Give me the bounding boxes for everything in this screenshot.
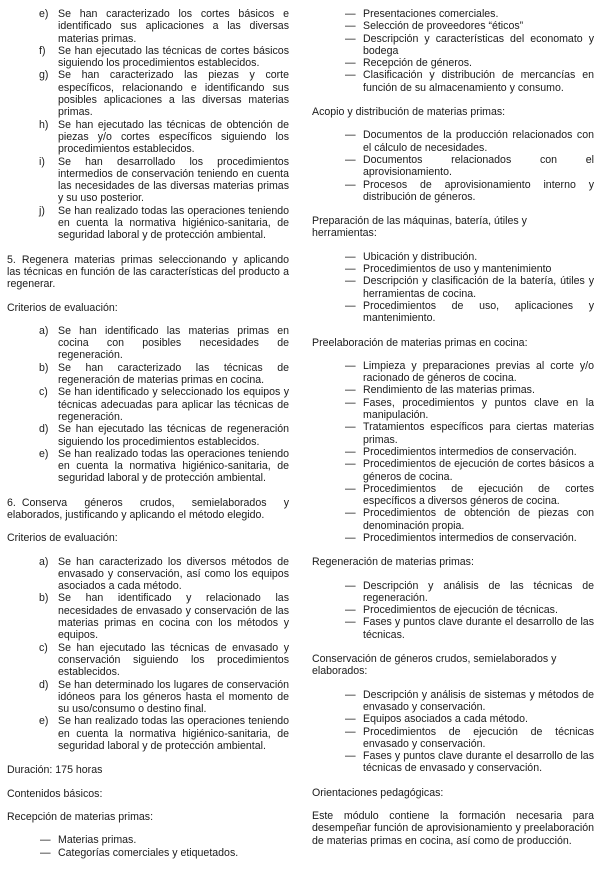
list-item — [312, 689, 594, 714]
list-item — [312, 421, 594, 446]
dash-bullet: — — [345, 8, 356, 20]
list-item — [312, 263, 594, 275]
dash-bullet: — — [345, 299, 356, 312]
criterion-label: e) — [39, 715, 49, 728]
criterion-label: e) — [39, 8, 49, 20]
list-item-text: Clasificación y distribución de mercancías en función de su almacenamiento y consumo. — [363, 69, 594, 94]
list-item-text: Ubicación y distribución. — [363, 250, 478, 263]
criterion-label: e) — [39, 447, 49, 460]
conservacion-heading: Conservación de géneros crudos, semielaborados y elaborados: — [312, 653, 557, 678]
outcome-text: Regenera materias primas seleccionando y aplicando las técnicas en función de las características del producto a regenerar. — [7, 253, 289, 291]
dash-bullet: — — [345, 69, 356, 82]
criterion-label: g) — [39, 69, 49, 82]
list-item — [312, 750, 594, 775]
preparacion-heading: Preparación de las máquinas, batería, útiles y herramientas: — [312, 215, 527, 240]
list-item — [7, 834, 289, 846]
criterion-label: f) — [39, 44, 46, 57]
list-item-text: Fases, procedimientos y puntos clave en la manipulación. — [363, 396, 594, 422]
criterion-label: c) — [39, 641, 48, 654]
list-item — [312, 275, 594, 300]
acopio-list — [312, 129, 594, 203]
list-item-text: Rendimiento de las materias primas. — [363, 384, 535, 397]
list-item — [312, 57, 594, 69]
list-item-text: Descripción y análisis de sistemas y métodos de envasado y conservación. — [363, 688, 594, 713]
criterion-item — [7, 592, 289, 641]
criterion-label: b) — [39, 592, 49, 605]
duration: Duración: 175 horas — [7, 764, 103, 777]
dash-bullet: — — [345, 688, 356, 701]
preelaboracion-heading: Preelaboración de materias primas en cocina: — [312, 336, 528, 349]
list-item — [312, 300, 594, 325]
list-item-text: Procedimientos de ejecución de cortes básicos a géneros de cocina. — [363, 458, 594, 483]
criterion-text: Se han realizado todas las operaciones teniendo en cuenta la normativa higiénico-sanitaria, de seguridad laboral y de protección ambiental. — [58, 447, 289, 485]
criterion-label: c) — [39, 386, 48, 399]
criterion-item — [7, 448, 289, 485]
criterion-item — [7, 556, 289, 593]
criterion-text: Se han identificado las materias primas en cocina con posibles necesidades de regeneración. — [58, 324, 289, 362]
dash-bullet: — — [345, 604, 356, 617]
list-item-text: Descripción y características del economato y bodega — [363, 32, 594, 57]
list-item — [312, 384, 594, 396]
contents-heading: Contenidos básicos: — [7, 787, 103, 800]
dash-bullet: — — [345, 396, 356, 409]
preelaboracion-list — [312, 360, 594, 544]
dash-bullet: — — [345, 153, 356, 166]
criterion-text: Se han determinado los lugares de conservación idóneos para los géneros hasta el momento de su uso/consumo o destino final. — [58, 678, 289, 716]
criterion-item — [7, 423, 289, 448]
criteria-list-continued — [7, 8, 289, 242]
criterion-text: Se han caracterizado los cortes básicos e identificado sus aplicaciones a las diversas materias primas. — [58, 8, 289, 45]
list-item — [312, 154, 594, 179]
list-item — [312, 69, 594, 94]
list-item — [312, 458, 594, 483]
list-item-text: Procedimientos de ejecución de técnicas. — [363, 604, 558, 617]
criterion-text: Se han ejecutado las técnicas de cortes básicos siguiendo los procedimientos establecidos. — [58, 44, 289, 70]
criterion-label: i) — [39, 155, 45, 168]
list-item — [312, 129, 594, 154]
criterion-text: Se han desarrollado los procedimientos intermedios de conservación teniendo en cuenta las necesidades de las diversas materias primas y su uso posterior. — [58, 155, 289, 205]
list-item — [312, 20, 594, 32]
list-item-text: Materias primas. — [58, 834, 137, 847]
list-item-text: Recepción de géneros. — [363, 57, 472, 70]
right-column — [312, 8, 594, 858]
list-item-text: Fases y puntos clave durante el desarrollo de las técnicas de envasado y conservación. — [363, 750, 594, 775]
orientaciones-heading: Orientaciones pedagógicas: — [312, 786, 444, 799]
list-item — [7, 847, 289, 859]
criterion-item — [7, 69, 289, 118]
outcome-number: 5. — [7, 253, 16, 266]
criterion-label: d) — [39, 423, 49, 436]
criterion-item — [7, 8, 289, 45]
dash-bullet: — — [345, 275, 356, 288]
list-item-text: Descripción y análisis de las técnicas de regeneración. — [363, 579, 594, 604]
list-item — [312, 397, 594, 422]
outcome-number: 6. — [7, 496, 16, 509]
dash-bullet: — — [345, 250, 356, 263]
left-column — [7, 8, 289, 871]
list-item-text: Equipos asociados a cada método. — [363, 713, 528, 726]
regeneracion-heading: Regeneración de materias primas: — [312, 556, 474, 569]
list-item — [312, 507, 594, 532]
dash-bullet: — — [345, 725, 356, 738]
dash-bullet: — — [345, 32, 356, 45]
criterion-label: d) — [39, 678, 49, 691]
criterion-item — [7, 362, 289, 387]
dash-bullet: — — [345, 384, 356, 397]
criterion-item — [7, 119, 289, 156]
criterion-text: Se han ejecutado las técnicas de regeneración siguiendo los procedimientos establecidos. — [58, 423, 289, 448]
list-item-text: Procedimientos de ejecución de cortes específicos a diversos géneros de cocina. — [363, 482, 594, 508]
criterion-item — [7, 386, 289, 423]
dash-bullet: — — [345, 263, 356, 276]
criterion-text: Se han realizado todas las operaciones teniendo en cuenta la normativa higiénico-sanitaria, de seguridad laboral y de protección ambiental. — [58, 715, 289, 753]
orientaciones-text: Este módulo contiene la formación necesaria para desempeñar función de aprovisionamiento y preelaboración de materias primas en cocina, así como de producción. — [312, 810, 594, 847]
criterion-text: Se han caracterizado las piezas y corte específicos, relacionando e identificando sus posibles aplicaciones a las diversas materias primas. — [58, 69, 289, 119]
criterion-item — [7, 205, 289, 242]
list-item-text: Procedimientos de ejecución de técnicas envasado y conservación. — [363, 725, 594, 750]
criterion-label: h) — [39, 118, 49, 131]
dash-bullet: — — [345, 531, 356, 544]
criterion-label: a) — [39, 555, 49, 568]
list-item — [312, 532, 594, 544]
list-item — [312, 580, 594, 605]
dash-bullet: — — [345, 421, 356, 434]
list-item — [312, 446, 594, 458]
list-item-text: Categorías comerciales y etiquetados. — [58, 846, 239, 859]
list-item — [312, 360, 594, 385]
criterion-item — [7, 156, 289, 205]
list-item — [312, 33, 594, 58]
list-item-text: Fases y puntos clave durante el desarrollo de las técnicas. — [363, 616, 594, 641]
criterion-label: j) — [39, 204, 45, 217]
criteria-heading: Criterios de evaluación: — [7, 301, 118, 314]
preparacion-list — [312, 251, 594, 325]
list-item-text: Procedimientos intermedios de conservación. — [363, 445, 577, 458]
criterion-item — [7, 642, 289, 679]
list-item — [312, 726, 594, 751]
criterion-text: Se han caracterizado los diversos métodos de envasado y conservación, así como los equipos asociados a cada método. — [58, 555, 289, 593]
list-item — [312, 616, 594, 641]
list-item-text: Selección de proveedores “éticos” — [363, 20, 524, 33]
criterion-label: a) — [39, 324, 49, 337]
acopio-heading: Acopio y distribución de materias primas: — [312, 106, 506, 119]
dash-bullet: — — [345, 616, 356, 629]
criteria-list-6 — [7, 556, 289, 753]
dash-bullet: — — [345, 458, 356, 471]
reception-list — [7, 834, 289, 859]
list-item-text: Procesos de aprovisionamiento interno y distribución de géneros. — [363, 178, 594, 203]
criterion-text: Se han caracterizado las técnicas de regeneración de materias primas en cocina. — [58, 361, 289, 387]
dash-bullet: — — [345, 359, 356, 372]
criterion-item — [7, 679, 289, 716]
list-item — [312, 604, 594, 616]
list-item — [312, 713, 594, 725]
reception-heading: Recepción de materias primas: — [7, 810, 154, 823]
dash-bullet: — — [345, 445, 356, 458]
learning-outcome-6 — [7, 497, 289, 522]
list-item-text: Procedimientos de uso y mantenimiento — [363, 263, 552, 276]
list-item — [312, 483, 594, 508]
list-item — [312, 8, 594, 20]
dash-bullet: — — [345, 178, 356, 191]
list-item-text: Tratamientos específicos para ciertas materias primas. — [363, 421, 594, 446]
criterion-text: Se han identificado y seleccionado los equipos y técnicas adecuadas para aplicar las técnicas de regeneración. — [58, 386, 289, 423]
criterion-text: Se han realizado todas las operaciones teniendo en cuenta la normativa higiénico-sanitaria, de seguridad laboral y de protección ambiental. — [58, 204, 289, 242]
dash-bullet: — — [345, 713, 356, 726]
criteria-list-5 — [7, 325, 289, 485]
list-item-text: Procedimientos intermedios de conservación. — [363, 531, 577, 544]
criterion-label: b) — [39, 361, 49, 374]
dash-bullet: — — [40, 846, 51, 859]
criterion-item — [7, 715, 289, 752]
dash-bullet: — — [345, 750, 356, 763]
list-item-text: Documentos relacionados con el aprovisionamiento. — [363, 153, 594, 179]
learning-outcome-5 — [7, 254, 289, 291]
criterion-text: Se han identificado y relacionado las necesidades de envasado y conservación de las materias primas en cocina con los métodos y equipos. — [58, 592, 289, 642]
list-item — [312, 179, 594, 204]
dash-bullet: — — [345, 57, 356, 70]
criterion-item — [7, 45, 289, 70]
criteria-heading: Criterios de evaluación: — [7, 532, 118, 545]
criterion-item — [7, 325, 289, 362]
dash-bullet: — — [345, 482, 356, 495]
conservacion-list — [312, 689, 594, 775]
dash-bullet: — — [345, 579, 356, 592]
dash-bullet: — — [345, 20, 356, 33]
reception-list-continued — [312, 8, 594, 94]
dash-bullet: — — [40, 834, 51, 847]
criterion-text: Se han ejecutado las técnicas de obtención de piezas y/o cortes específicos siguiendo los procedimientos establecidos. — [58, 118, 289, 156]
dash-bullet: — — [345, 129, 356, 142]
regeneracion-list — [312, 580, 594, 641]
list-item — [312, 251, 594, 263]
list-item-text: Procedimientos de uso, aplicaciones y mantenimiento. — [363, 299, 594, 325]
dash-bullet: — — [345, 507, 356, 520]
criterion-text: Se han ejecutado las técnicas de envasado y conservación siguiendo los procedimientos establecidos. — [58, 641, 289, 679]
list-item-text: Procedimientos de obtención de piezas con denominación propia. — [363, 507, 594, 532]
list-item-text: Presentaciones comerciales. — [363, 8, 499, 20]
outcome-text: Conserva géneros crudos, semielaborados y elaborados, justificando y aplicando el método elegido. — [7, 496, 289, 521]
list-item-text: Descripción y clasificación de la batería, útiles y herramientas de cocina. — [363, 275, 594, 300]
list-item-text: Documentos de la producción relacionados con el cálculo de necesidades. — [363, 129, 594, 154]
list-item-text: Limpieza y preparaciones previas al corte y/o racionado de géneros de cocina. — [363, 359, 594, 385]
